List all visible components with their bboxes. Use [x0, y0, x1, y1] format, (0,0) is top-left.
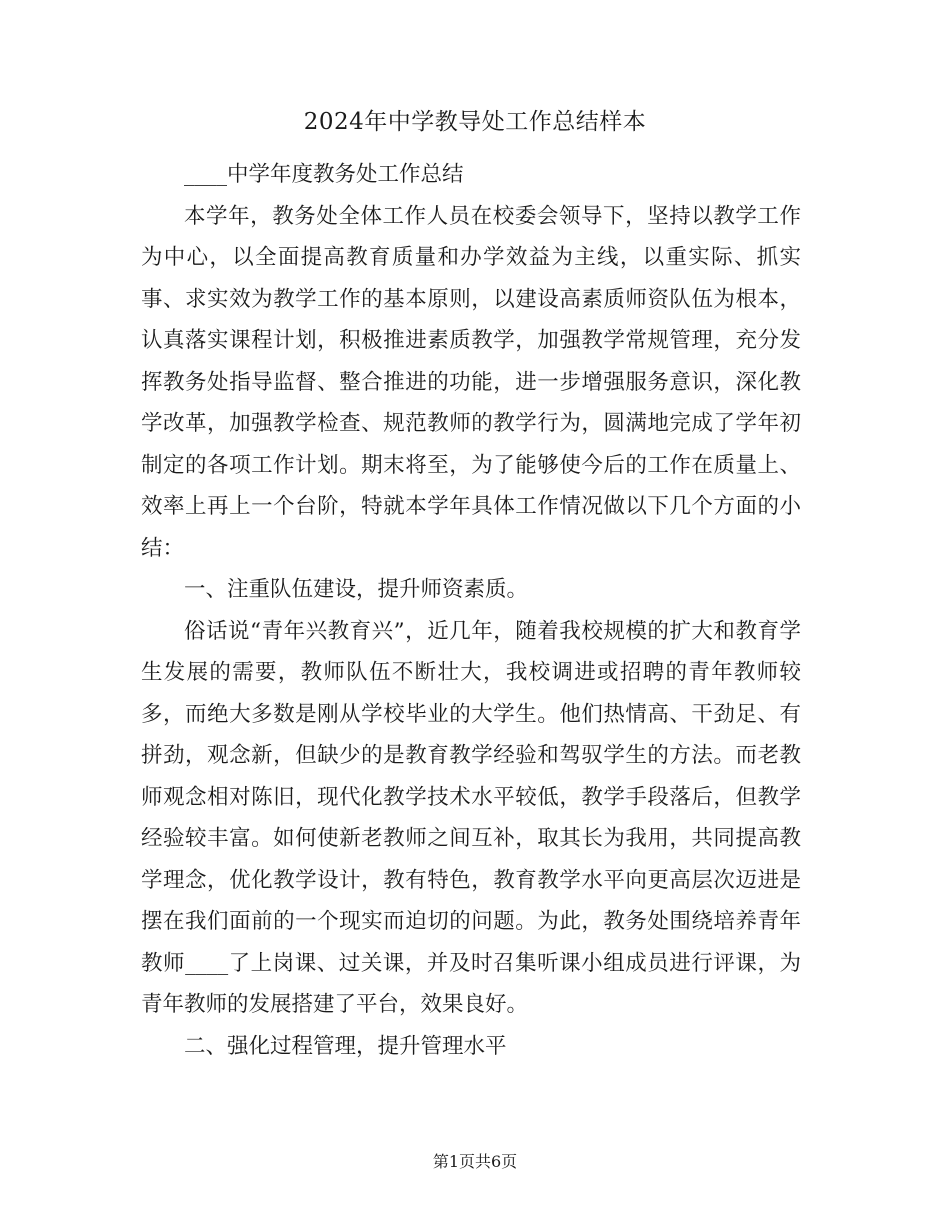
document-title: 2024年中学教导处工作总结样本	[303, 109, 647, 135]
section-heading-1: 一、注重队伍建设，提升师资素质。	[184, 577, 529, 602]
paragraph-intro: 本学年，教务处全体工作人员在校委会领导下，坚持以教学工作为中心，以全面提高教育质量和办学效益为主线，以重实际、抓实事、求实效为教学工作的基本原则，以建设高素质师资队伍为根本，认真落实课程计划，积极推进素质教学，加强教学常规管理，充分发挥教务处指导监督、整合推进的功能，进一步增强服务意识，深化教学改革，加强教学检查、规范教师的教学行为，圆满地完成了学年初制定的各项工作计划。期末将至，为了能够使今后的工作在质量上、效率上再上一个台阶，特就本学年具体工作情况做以下几个方面的小结：	[141, 203, 801, 561]
paragraph-section-1: 俗话说“青年兴教育兴”，近几年，随着我校规模的扩大和教育学生发展的需要，教师队伍不断壮大，我校调进或招聘的青年教师较多，而绝大多数是刚从学校毕业的大学生。他们热情高、干劲足、有拼劲，观念新，但缺少的是教育教学经验和驾驭学生的方法。而老教师观念相对陈旧，现代化教学技术水平较低，教学手段落后，但教学经验较丰富。如何使新老教师之间互补，取其长为我用，共同提高教学理念，优化教学设计，教有特色，教育教学水平向更高层次迈进是摆在我们面前的一个现实而迫切的问题。为此，教务处围绕培养青年教师____了上岗课、过关课，并及时召集听课小组成员进行评课，为青年教师的发展搭建了平台，效果良好。	[141, 618, 801, 1017]
section-heading-2: 二、强化过程管理，提升管理水平	[184, 1033, 507, 1059]
paragraph-subtitle: ____中学年度教务处工作总结	[184, 162, 464, 187]
page-number-footer: 第1页共6页	[432, 1152, 518, 1171]
document-body	[141, 154, 801, 1067]
